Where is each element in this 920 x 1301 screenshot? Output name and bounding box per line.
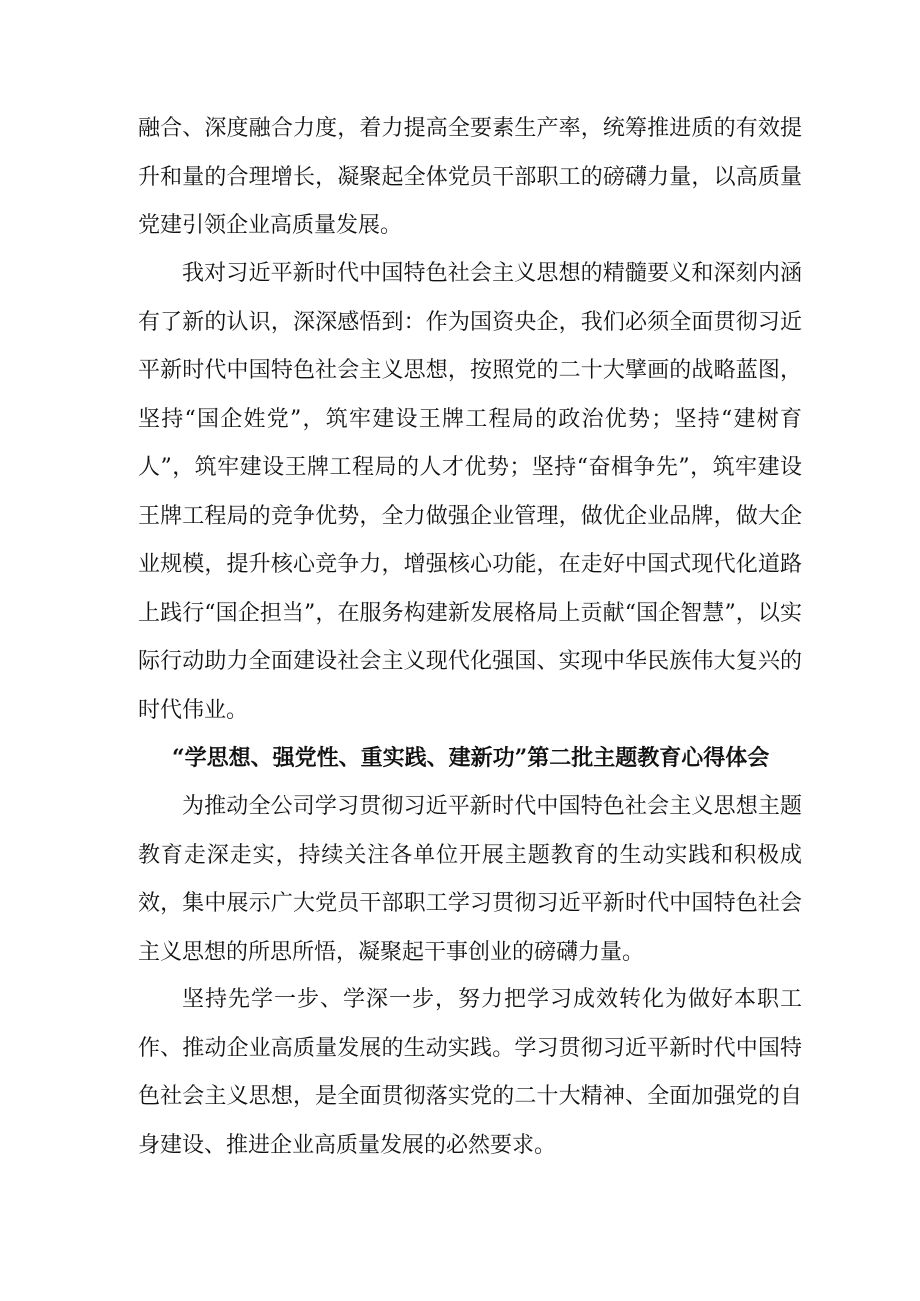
paragraph-reflection: 我对习近平新时代中国特色社会主义思想的精髓要义和深刻内涵有了新的认识，深深感悟到：作为国资央企，我们必须全面贯彻习近平新时代中国特色社会主义思想，按照党的二十大擘画的战略蓝图，坚持“国企姓党”，筑牢建设王牌工程局的政治优势；坚持“建树育人”，筑牢建设王牌工程局的人才优势；坚持“奋楫争先”，筑牢建设王牌工程局的竞争优势，全力做强企业管理，做优企业品牌，做大企业规模，提升核心竞争力，增强核心功能，在走好中国式现代化道路上践行“国企担当”，在服务构建新发展格局上贡献“国企智慧”，以实际行动助力全面建设社会主义现代化强国、实现中华民族伟大复兴的时代伟业。 bbox=[138, 261, 802, 723]
paragraph-practice: 坚持先学一步、学深一步，努力把学习成效转化为做好本职工作、推动企业高质量发展的生动实践。学习贯彻习近平新时代中国特色社会主义思想，是全面贯彻落实党的二十大精神、全面加强党的自身建设、推进企业高质量发展的必然要求。 bbox=[138, 987, 802, 1158]
paragraph-intro: 为推动全公司学习贯彻习近平新时代中国特色社会主义思想主题教育走深走实，持续关注各单位开展主题教育的生动实践和积极成效，集中展示广大党员干部职工学习贯彻习近平新时代中国特色社会主义思想的所思所悟，凝聚起干事创业的磅礴力量。 bbox=[138, 794, 802, 965]
paragraph-continued: 融合、深度融合力度，着力提高全要素生产率，统筹推进质的有效提升和量的合理增长，凝聚起全体党员干部职工的磅礴力量，以高质量党建引领企业高质量发展。 bbox=[138, 116, 802, 238]
section-heading: “学思想、强党性、重实践、建新功”第二批主题教育心得体会 bbox=[172, 745, 770, 771]
